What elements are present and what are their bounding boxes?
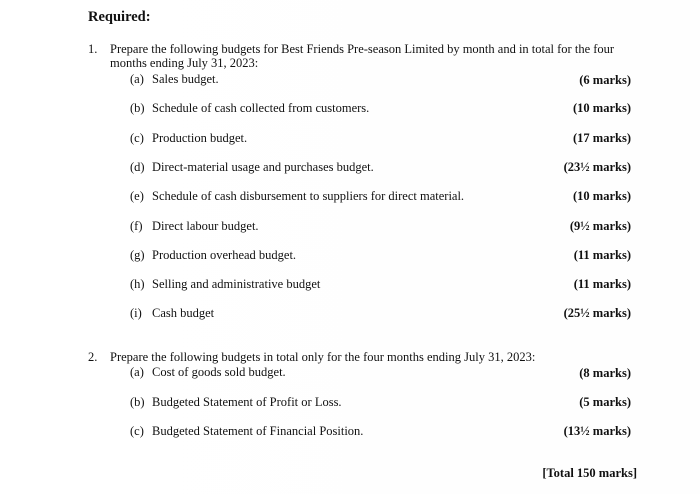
item-letter: (g) (130, 248, 145, 262)
item-text: Production overhead budget. (152, 248, 297, 262)
item-marks: (13½ marks) (563, 424, 631, 438)
item-text: Schedule of cash disbursement to suppliers for direct material. (152, 189, 465, 203)
question-text-line-1: Prepare the following budgets for Best Friends Pre-season Limited by month and in total for the four (110, 42, 615, 56)
item-letter: (h) (130, 277, 145, 291)
item-marks: (23½ marks) (563, 160, 631, 174)
question-number: 2. (88, 350, 98, 364)
item-letter: (e) (130, 189, 144, 203)
item-marks: (8 marks) (579, 366, 631, 380)
question-text-line-1: Prepare the following budgets in total only for the four months ending July 31, 2023: (110, 350, 536, 364)
item-text: Direct labour budget. (152, 219, 259, 233)
item-marks: (5 marks) (579, 395, 631, 409)
item-text: Budgeted Statement of Profit or Loss. (152, 395, 342, 409)
item-marks: (11 marks) (573, 248, 631, 262)
item-marks: (10 marks) (573, 189, 631, 203)
item-marks: (10 marks) (573, 101, 631, 115)
item-text: Cash budget (152, 306, 215, 320)
item-marks: (9½ marks) (569, 219, 631, 233)
item-letter: (c) (130, 131, 144, 145)
item-text: Cost of goods sold budget. (152, 365, 286, 379)
item-letter: (c) (130, 424, 144, 438)
question-text-line-2: months ending July 31, 2023: (110, 56, 259, 70)
item-marks: (25½ marks) (563, 306, 631, 320)
item-letter: (f) (130, 219, 143, 233)
item-marks: (6 marks) (579, 73, 631, 87)
item-text: Production budget. (152, 131, 248, 145)
item-letter: (a) (130, 365, 144, 379)
item-letter: (d) (130, 160, 145, 174)
item-letter: (i) (130, 306, 142, 320)
item-letter: (a) (130, 72, 144, 86)
total-marks: [Total 150 marks] (542, 466, 637, 480)
item-text: Budgeted Statement of Financial Position. (152, 424, 364, 438)
section-heading: Required: (88, 9, 151, 25)
item-marks: (17 marks) (573, 131, 631, 145)
item-text: Schedule of cash collected from customers. (152, 101, 370, 115)
item-text: Sales budget. (152, 72, 219, 86)
item-text: Selling and administrative budget (152, 277, 321, 291)
item-marks: (11 marks) (573, 277, 631, 291)
item-letter: (b) (130, 395, 145, 409)
item-text: Direct-material usage and purchases budget. (152, 160, 374, 174)
question-number: 1. (88, 42, 98, 56)
item-letter: (b) (130, 101, 145, 115)
